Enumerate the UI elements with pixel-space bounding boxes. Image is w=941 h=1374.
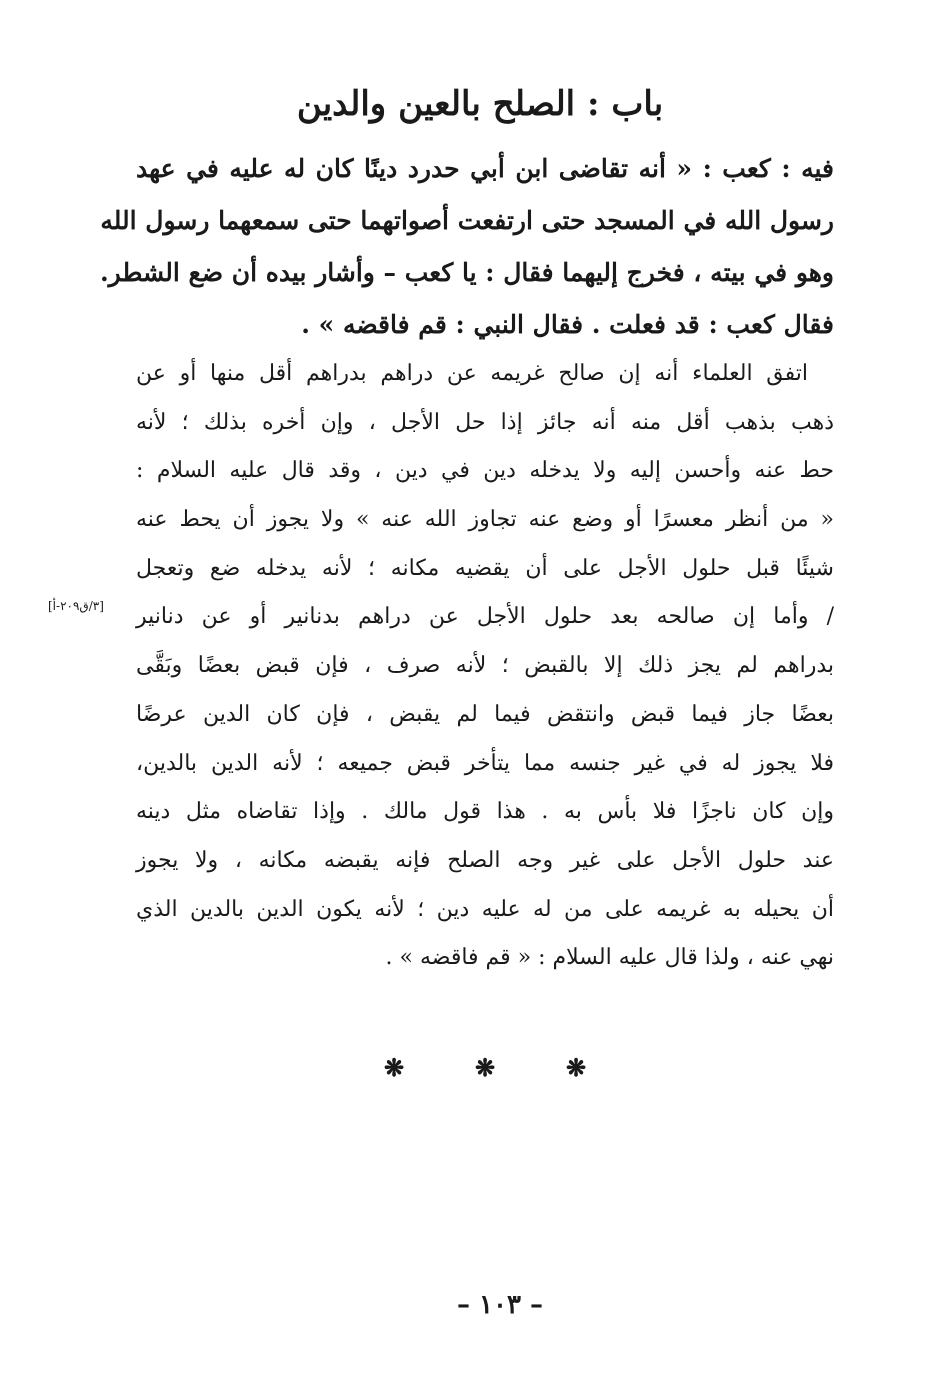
hadith-line: رسول الله في المسجد حتى ارتفعت أصواتهما حتى سمعهما رسول الله (100, 206, 834, 235)
manuscript-folio-reference: [٣/ق٢٠٩-أ] (48, 599, 104, 613)
commentary-text (136, 350, 834, 983)
commentary-line: حط عنه وأحسن إليه ولا يدخله دين في دين ، وقد قال عليه السلام : (136, 458, 834, 484)
page-number: – ١٠٣ – (456, 1290, 544, 1320)
commentary-line: وإن كان ناجزًا فلا بأس به . هذا قول مالك . وإذا تقاضاه مثل دينه (136, 799, 834, 825)
commentary-line: شيئًا قبل حلول الأجل على أن يقضيه مكانه ؛ لأنه يدخله ضع وتعجل (136, 555, 834, 581)
commentary-line: نهي عنه ، ولذا قال عليه السلام : « قم فاقضه » . (385, 945, 834, 971)
commentary-line: ذهب بذهب أقل منه أنه جائز إذا حل الأجل ، وإن أخره بذلك ؛ لأنه (136, 409, 834, 435)
asterism-icon: ❋ (474, 1053, 496, 1082)
hadith-line: فقال كعب : قد فعلت . فقال النبي : قم فاقضه » . (301, 310, 834, 339)
commentary-line: بدراهم لم يجز ذلك إلا بالقبض ؛ لأنه صرف ، فإن قبض بعضًا وبَقَّى (136, 653, 834, 679)
commentary-line: اتفق العلماء أنه إن صالح غريمه عن دراهم بدراهم أقل منها أو عن (136, 361, 808, 386)
commentary-line: « من أنظر معسرًا أو وضع عنه تجاوز الله عنه » ولا يجوز أن يحط عنه (136, 507, 834, 533)
commentary-line: بعضًا جاز فيما قبض وانتقض فيما لم يقبض ، فإن كان الدين عرضًا (136, 701, 834, 727)
commentary-line: أن يحيله به غريمه على من له عليه دين ؛ لأنه يكون الدين بالدين الذي (136, 896, 834, 922)
hadith-line: وهو في بيته ، فخرج إليهما فقال : يا كعب – وأشار بيده أن ضع الشطر. (99, 258, 834, 287)
commentary-line: / وأما إن صالحه بعد حلول الأجل عن دراهم بدنانير أو عن دنانير (136, 604, 834, 630)
section-separator (380, 1050, 590, 1086)
commentary-line: عند حلول الأجل على غير وجه الصلح فإنه يقبضه مكانه ، ولا يجوز (136, 847, 834, 873)
asterism-icon: ❋ (565, 1053, 587, 1082)
hadith-line: فيه : كعب : « أنه تقاضى ابن أبي حدرد دينًا كان له عليه في عهد (136, 154, 834, 183)
hadith-text (99, 143, 834, 351)
asterism-icon: ❋ (383, 1053, 405, 1082)
chapter-title: باب : الصلح بالعين والدين (296, 84, 664, 124)
commentary-line: فلا يجوز له في غير جنسه مما يتأخر قبض جميعه ؛ لأنه الدين بالدين، (136, 750, 834, 776)
